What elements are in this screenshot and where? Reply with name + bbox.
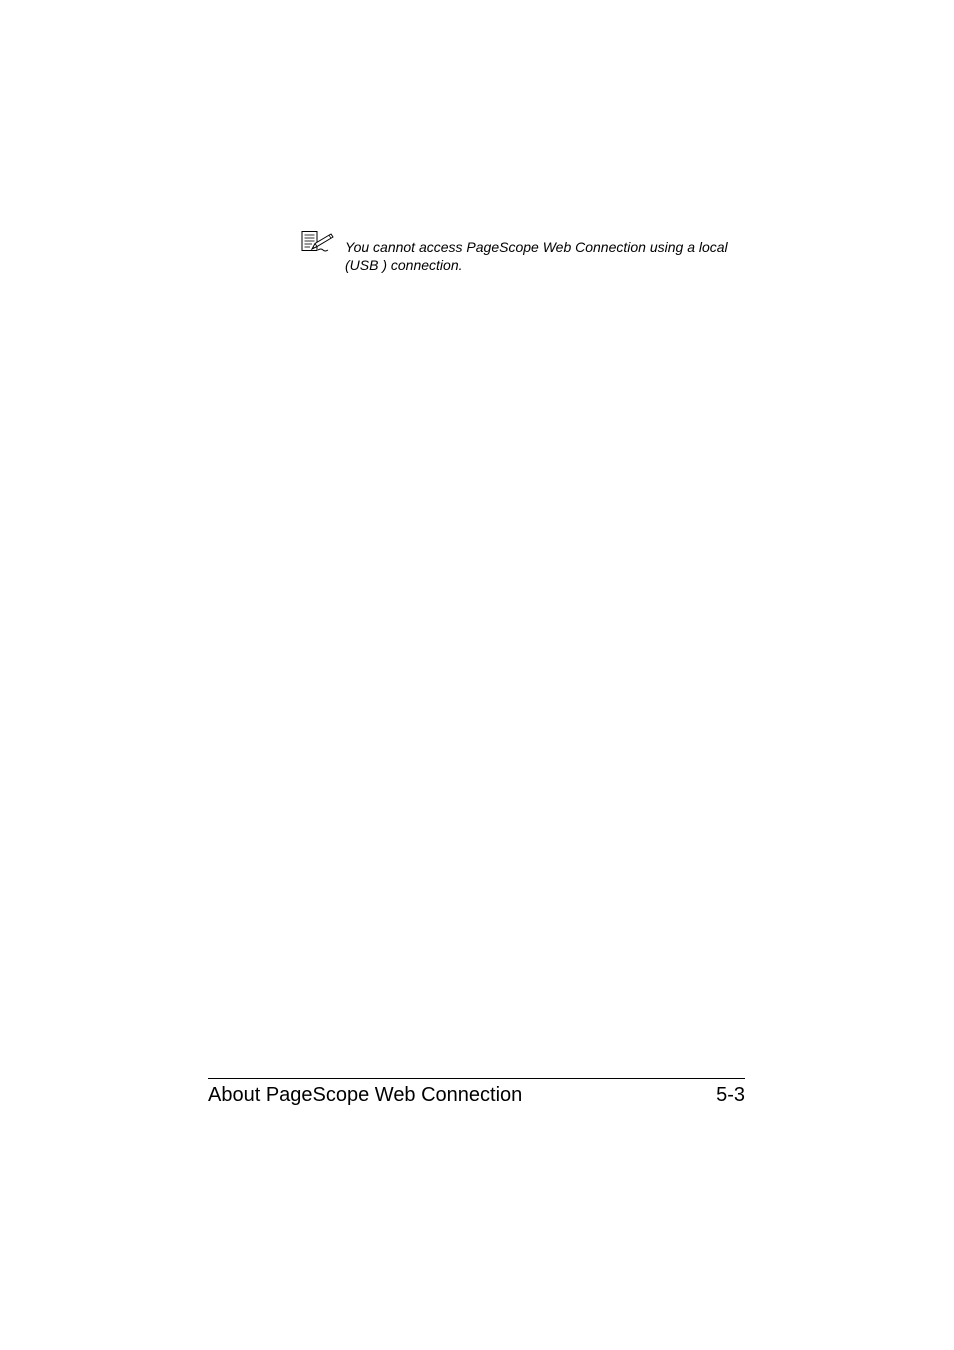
footer-section-title: About PageScope Web Connection: [208, 1084, 523, 1106]
page-number: 5-3: [716, 1084, 745, 1106]
note-text: You cannot access PageScope Web Connection using a local (USB ) connection.: [345, 239, 728, 273]
note-pencil-icon: [300, 230, 336, 254]
footer-divider: [208, 1078, 745, 1079]
